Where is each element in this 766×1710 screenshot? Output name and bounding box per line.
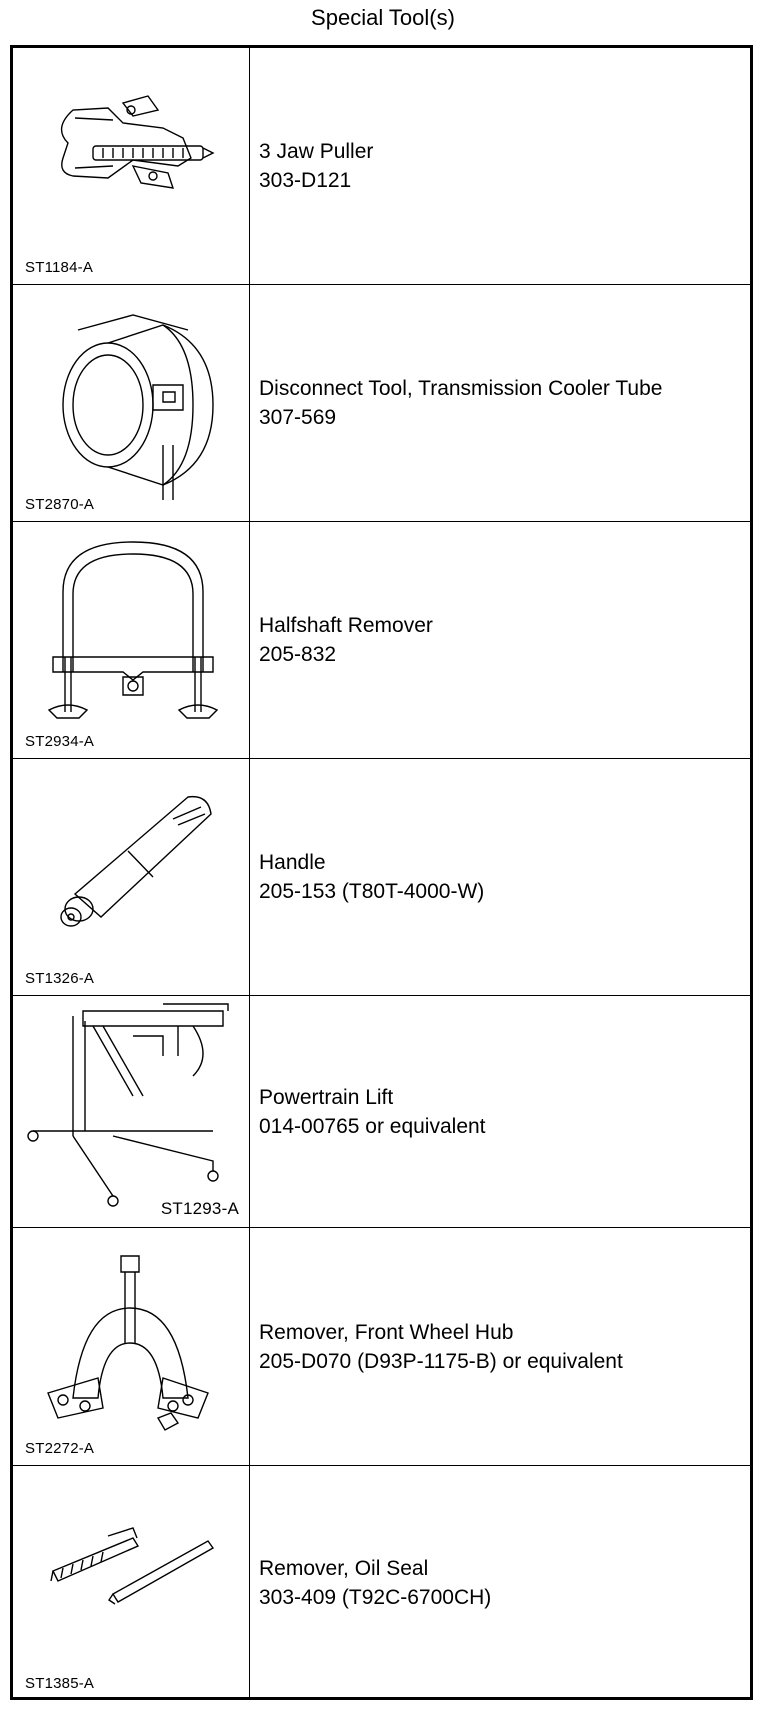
table-row [13,284,750,521]
tool-code: ST2934-A [25,733,95,750]
tool-description [259,1554,746,1612]
tool-code: ST1326-A [25,970,95,987]
tool-code: ST1385-A [25,1675,95,1692]
table-row [13,995,750,1227]
tool-number: 014-00765 or equivalent [259,1114,486,1138]
tool-name: Remover, Front Wheel Hub [259,1320,514,1344]
tool-number: 303-D121 [259,169,352,192]
special-tools-table [10,45,753,1700]
page-title: Special Tool(s) [311,5,455,30]
tool-description [259,1318,746,1376]
oil-seal-remover-icon [13,1466,249,1701]
tool-description [259,611,746,669]
tool-name: Powertrain Lift [259,1085,394,1109]
tool-number: 307-569 [259,406,337,429]
tool-image-cell [13,285,250,521]
disconnect-tool-icon [13,285,249,520]
tool-image-cell [13,1228,250,1465]
tool-description [259,374,746,432]
tool-name: Remover, Oil Seal [259,1557,429,1580]
tool-code: ST1293-A [160,1199,239,1218]
tool-image-cell [13,522,250,758]
table-row [13,48,750,284]
tool-description [259,1083,746,1141]
tool-code: ST2870-A [25,496,95,513]
table-row [13,1465,750,1700]
three-jaw-puller-icon [13,48,249,283]
table-row [13,758,750,995]
tool-name: 3 Jaw Puller [259,140,374,163]
tool-image-cell [13,1466,250,1700]
powertrain-lift-icon [13,996,249,1231]
tool-number: 205-153 (T80T-4000-W) [259,880,485,903]
tool-name: Handle [259,851,326,874]
table-row [13,1227,750,1465]
tool-number: 205-D070 (D93P-1175-B) or equivalent [259,1349,623,1373]
tool-image-cell [13,48,250,284]
tool-code: ST1184-A [25,259,94,276]
table-row [13,521,750,758]
tool-description [259,848,746,906]
wheel-hub-remover-icon [13,1228,249,1463]
tool-description [259,137,746,195]
tool-name: Disconnect Tool, Transmission Cooler Tube [259,377,663,400]
tool-number: 205-832 [259,643,337,666]
halfshaft-remover-icon [13,522,249,757]
handle-icon [13,759,249,994]
tool-number: 303-409 (T92C-6700CH) [259,1586,492,1609]
tool-code: ST2272-A [25,1440,95,1457]
tool-image-cell [13,996,250,1227]
tool-image-cell [13,759,250,995]
tool-name: Halfshaft Remover [259,614,433,637]
